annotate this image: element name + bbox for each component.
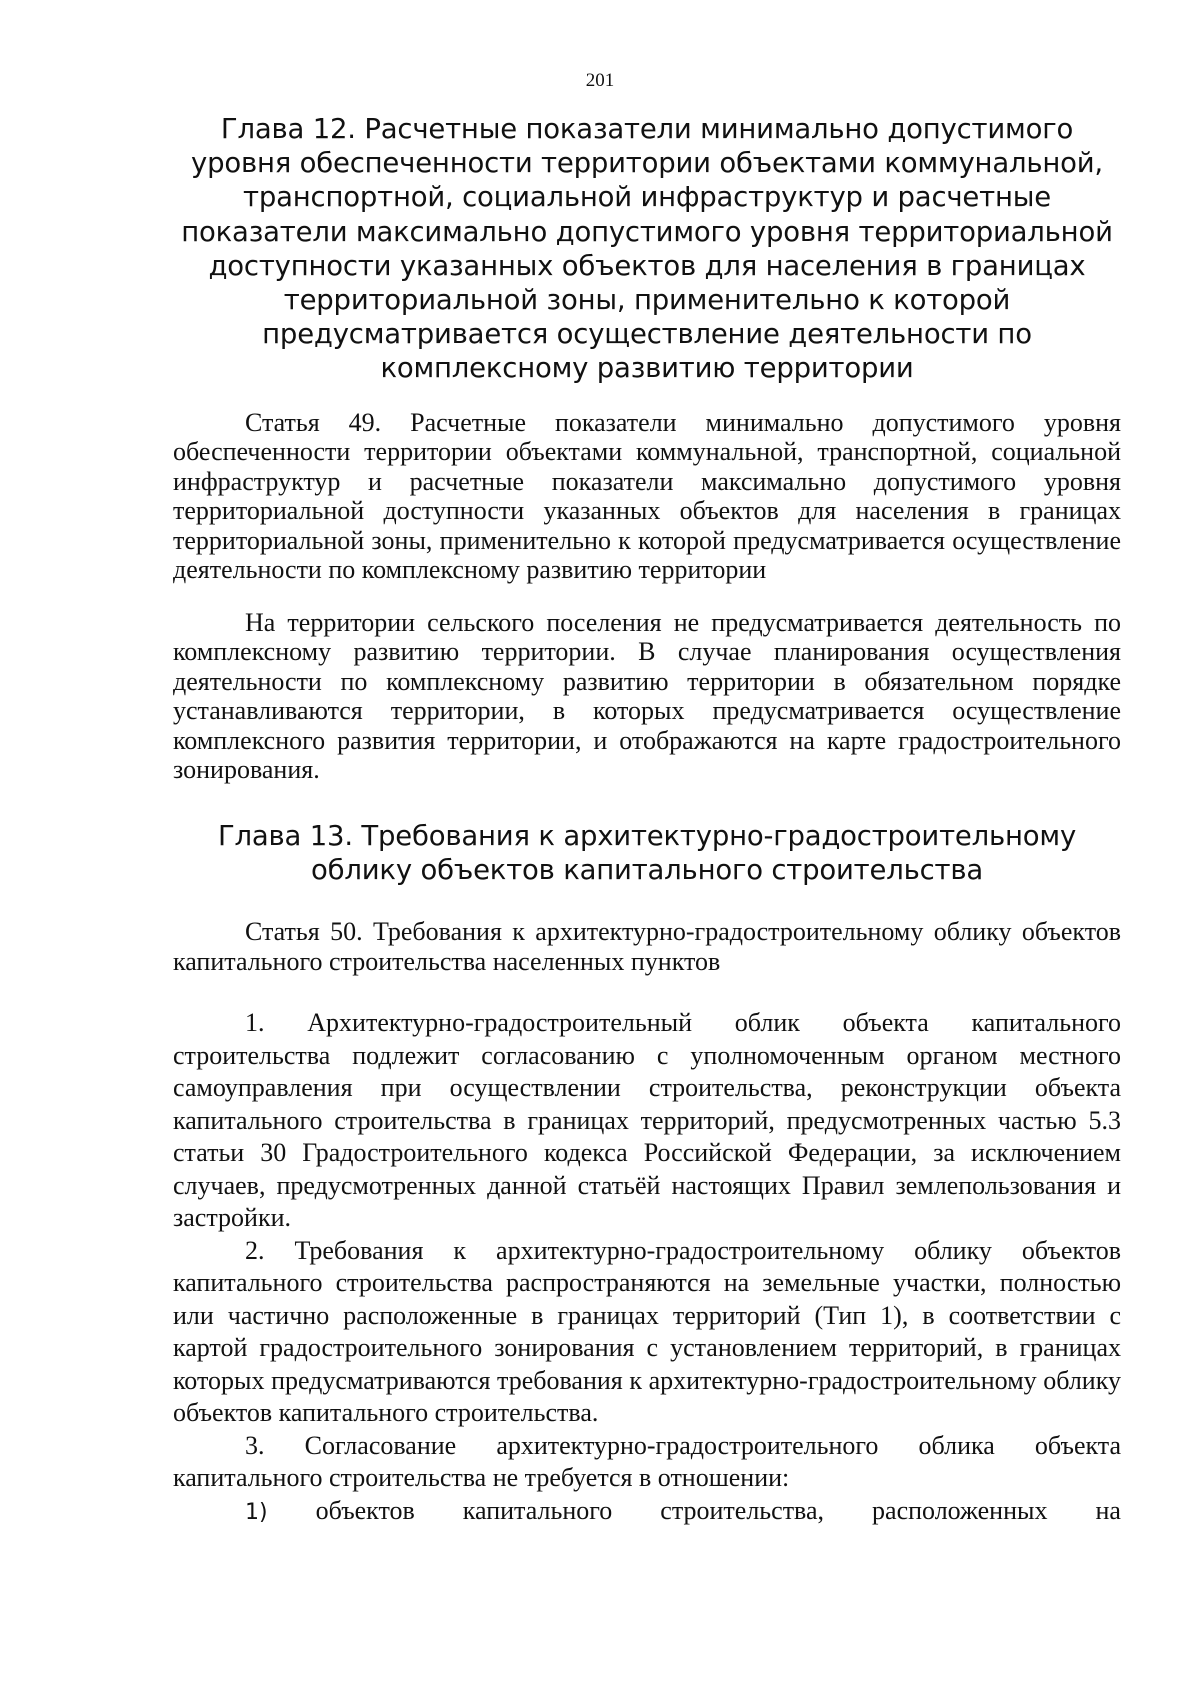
article-50-item-3: 3. Согласование архитектурно-градостроительного облика объекта капитального строительства не требуется в отношении: <box>173 1430 1121 1493</box>
subitem-number: 1) <box>245 1499 268 1525</box>
article-50-item-2: 2. Требования к архитектурно-градостроительному облику объектов капитального строительства распространяются на земельные участки, полностью или частично расположенные в границах территорий (Тип 1), в соответствии с картой градостроительного зонирования с установлением территорий, в границах которых предусматриваются требования к архитектурно-градостроительному облику объектов капитального строительства. <box>173 1235 1121 1428</box>
page-content <box>173 112 1121 1529</box>
page-number: 201 <box>585 70 615 91</box>
article-50-subitem-1 <box>173 1495 1121 1530</box>
subitem-word: на <box>1095 1495 1121 1525</box>
article-50-title: Статья 50. Требования к архитектурно-градостроительному облику объектов капитального строительства населенных пунктов <box>173 917 1121 976</box>
article-50-items <box>173 1007 1121 1529</box>
subitem-word: капитального <box>462 1495 613 1525</box>
article-50-item-1: 1. Архитектурно-градостроительный облик объекта капитального строительства подлежит согласованию с уполномоченным органом местного самоуправления при осуществлении строительства, реконструкции объекта капитального строительства в границах территорий, предусмотренных частью 5.3 статьи 30 Градостроительного кодекса Российской Федерации, за исключением случаев, предусмотренных данной статьёй настоящих Правил землепользования и застройки. <box>173 1008 1121 1233</box>
subitem-word: строительства, <box>660 1495 825 1525</box>
chapter-12-title: Глава 12. Расчетные показатели минимально допустимого уровня обеспеченности территории объектами коммунальной, транспортной, социальной инфраструктур и расчетные показатели максимально допустимого уровня территориальной доступности указанных объектов для населения в границах территориальной зоны, применительно к которой предусматривается осуществление деятельности по комплексному развитию территории <box>181 113 1113 385</box>
subitem-word: расположенных <box>872 1495 1048 1525</box>
article-49-body: На территории сельского поселения не предусматривается деятельность по комплексному развитию территории. В случае планирования осуществления деятельности по комплексному развитию территории в обязательном порядке устанавливаются территории, в которых предусматривается осуществление комплексного развития территории, и отображаются на карте градостроительного зонирования. <box>173 607 1121 785</box>
article-49-title: Статья 49. Расчетные показатели минимально допустимого уровня обеспеченности территории объектами коммунальной, транспортной, социальной инфраструктур и расчетные показатели максимально допустимого уровня территориальной доступности указанных объектов для населения в границах территориальной зоны, применительно к которой предусматривается осуществление деятельности по комплексному развитию территории <box>173 407 1121 585</box>
subitem-word: объектов <box>315 1495 415 1525</box>
chapter-13-title: Глава 13. Требования к архитектурно-градостроительному облику объектов капитального строительства <box>217 819 1077 886</box>
